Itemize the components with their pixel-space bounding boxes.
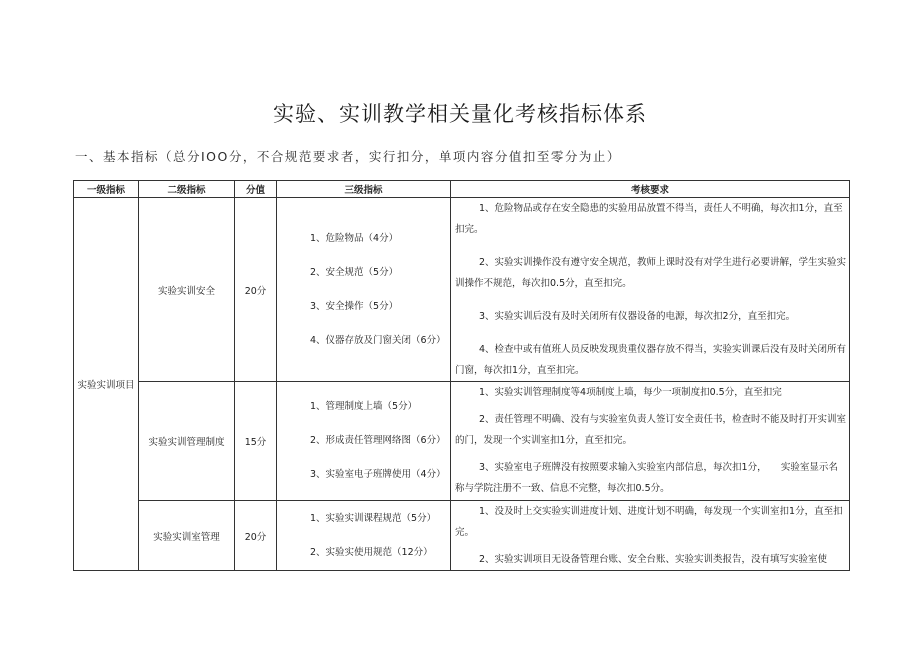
table-header-row (74, 181, 850, 198)
level3-item: 2、实验实使用规范（12分） (310, 546, 433, 558)
level1-cell: 实验实训项目 (74, 198, 139, 571)
requirement-text: 3、实验室电子班牌没有按照要求输入实验室内部信息，每次扣1分， 实验室显示名称与学院注册不一致、信息不完整，每次扣0.5分。 (455, 462, 838, 494)
score-cell: 20分 (235, 501, 277, 571)
header-requirements: 考核要求 (451, 181, 850, 198)
section-heading: 一、基本指标（总分IOO分，不合规范要求者，实行扣分，单项内容分值扣至零分为止） (75, 149, 621, 164)
requirements-cell (451, 198, 850, 382)
level2-cell: 实验实训管理制度 (139, 382, 235, 501)
requirement-text: 1、危险物品或存在安全隐患的实验用品放置不得当，责任人不明确，每次扣1分，直至扣完。 (455, 203, 843, 235)
level3-cell (277, 501, 451, 571)
requirement-text: 2、实验实训项目无设备管理台账、安全台账、实验实训类报告，没有填写实验室使 (479, 554, 828, 565)
requirements-cell (451, 382, 850, 501)
level3-item: 2、形成责任管理网络图（6分） (310, 435, 446, 446)
level3-cell (277, 198, 451, 382)
level3-item: 3、安全操作（5分） (310, 300, 399, 312)
page-title: 实验、实训教学相关量化考核指标体系 (273, 102, 647, 126)
level3-cell (277, 382, 451, 501)
requirement-text: 2、实验实训操作没有遵守安全规范，教师上课时没有对学生进行必要讲解，学生实验实训操作不规范，每次扣0.5分，直至扣完。 (455, 257, 847, 289)
level2-cell: 实验实训室管理 (139, 501, 235, 571)
level3-item: 1、实验实训课程规范（5分） (310, 512, 437, 524)
header-level1: 一级指标 (74, 181, 139, 198)
level3-item: 4、仪器存放及门窗关闭（6分） (310, 334, 446, 346)
requirement-text: 2、责任管理不明确、没有与实验室负责人签订安全责任书，检查时不能及时打开实训室的门，发现一个实训室扣1分，直至扣完。 (455, 414, 847, 446)
level2-cell: 实验实训安全 (139, 198, 235, 382)
requirement-text: 1、没及时上交实验实训进度计划、进度计划不明确，每发现一个实训室扣1分，直至扣完。 (455, 506, 843, 538)
indicator-table (73, 180, 850, 571)
requirement-text: 1、实验实训管理制度等4项制度上墙，每少一项制度扣0.5分，直至扣完 (479, 387, 782, 398)
table-row (74, 198, 850, 382)
requirements-cell (451, 501, 850, 571)
header-level2: 二级指标 (139, 181, 235, 198)
level3-item: 1、危险物品（4分） (310, 232, 399, 244)
score-cell: 15分 (235, 382, 277, 501)
level3-item: 1、管理制度上墙（5分） (310, 401, 418, 412)
header-level3: 三级指标 (277, 181, 451, 198)
table-row (74, 501, 850, 571)
score-cell: 20分 (235, 198, 277, 382)
level3-item: 2、安全规范（5分） (310, 266, 399, 278)
requirement-text: 4、检查中或有值班人员反映发现贵重仪器存放不得当，实验实训课后没有及时关闭所有门窗，每次扣1分，直至扣完。 (455, 344, 847, 376)
header-score: 分值 (235, 181, 277, 198)
level3-item: 3、实验室电子班牌使用（4分） (310, 469, 446, 480)
requirement-text: 3、实验实训后没有及时关闭所有仪器设备的电源，每次扣2分，直至扣完。 (479, 311, 796, 322)
table-row (74, 382, 850, 501)
